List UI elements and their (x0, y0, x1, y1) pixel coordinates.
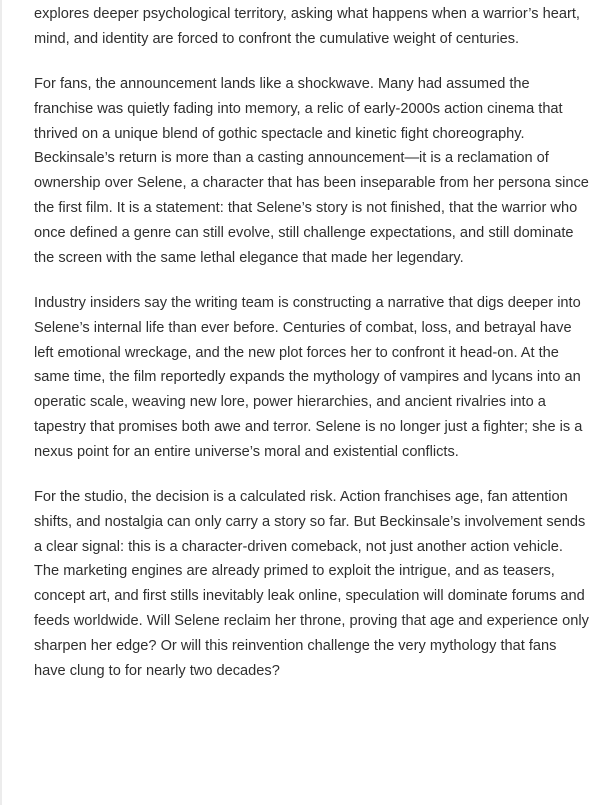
article-paragraph: explores deeper psychological territory, asking what happens when a warrior’s heart, mind, and identity are forced to confront the cumulative weight of centuries. (34, 6, 580, 47)
article-paragraph: For the studio, the decision is a calculated risk. Action franchises age, fan attention shifts, and nostalgia can only carry a story so far. But Beckinsale’s involvement sends a clear signal: this is a character-driven comeback, not just another action vehicle. The marketing engines are already primed to exploit the intrigue, and as teasers, concept art, and first stills inevitably leak online, speculation will dominate forums and feeds worldwide. Will Selene reclaim her throne, proving that age and experience only sharpen her edge? Or will this reinvention challenge the very mythology that fans have clung to for nearly two decades? (34, 489, 589, 679)
article-body (34, 2, 590, 704)
article-paragraph: Industry insiders say the writing team is constructing a narrative that digs deeper into Selene’s internal life than ever before. Centuries of combat, loss, and betrayal have left emotional wreckage, and the new plot forces her to confront it head-on. At the same time, the film reportedly expands the mythology of vampires and lycans into an operatic scale, weaving new lore, power hierarchies, and ancient rivalries into a tapestry that promises both awe and terror. Selene is no longer just a fighter; she is a nexus point for an entire universe’s moral and existential conflicts. (34, 294, 583, 460)
article-paragraph: For fans, the announcement lands like a shockwave. Many had assumed the franchise was quietly fading into memory, a relic of early-2000s action cinema that thrived on a unique blend of gothic spectacle and kinetic fight choreography. Beckinsale’s return is more than a casting announcement—it is a reclamation of ownership over Selene, a character that has been inseparable from her persona since the first film. It is a statement: that Selene’s story is not finished, that the warrior who once defined a genre can still evolve, still challenge expectations, and still dominate the screen with the same lethal elegance that made her legendary. (34, 76, 589, 266)
